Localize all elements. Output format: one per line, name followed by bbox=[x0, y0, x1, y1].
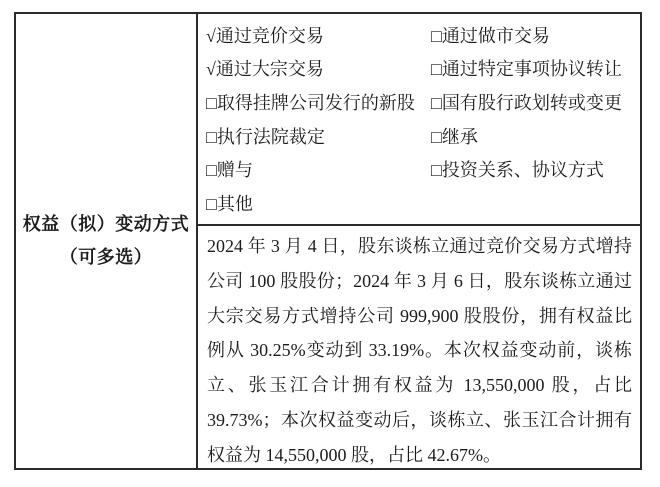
option-row bbox=[206, 22, 636, 48]
option-label: 其他 bbox=[216, 194, 253, 215]
option-specified-matter-agreement-transfer bbox=[431, 55, 636, 81]
equity-change-description: 2024 年 3 月 4 日，股东谈栋立通过竞价交易方式增持公司 100 股股份；2024 年 3 月 6 日，股东谈栋立通过大宗交易方式增持公司 999,900 股股份，拥有权益比例从 30.25%变动到 33.19%。本次权益变动前，谈栋立、张玉江合计拥有权益为 13,550,000 股，占比 39.73%；本次权益变动后，谈栋立、张玉江合计拥有权益为 14,550,000 股，占比 42.67%。 bbox=[207, 236, 632, 465]
table-right-column bbox=[198, 14, 640, 468]
option-court-ruling bbox=[206, 123, 431, 149]
option-row bbox=[206, 156, 636, 182]
option-label: 继承 bbox=[441, 126, 478, 147]
option-market-making-trading bbox=[431, 22, 636, 48]
option-block-trading bbox=[206, 55, 431, 81]
options-cell bbox=[198, 14, 640, 226]
checkbox-unchecked-icon: □ bbox=[431, 59, 442, 80]
checkbox-unchecked-icon: □ bbox=[431, 25, 442, 46]
option-row bbox=[206, 190, 636, 216]
option-label: 执行法院裁定 bbox=[216, 126, 325, 147]
option-label: 通过大宗交易 bbox=[215, 59, 324, 80]
option-auction-trading bbox=[206, 22, 431, 48]
checkbox-unchecked-icon: □ bbox=[206, 93, 217, 114]
row-header-line2: （可多选） bbox=[59, 247, 153, 267]
option-row bbox=[206, 123, 636, 149]
option-row bbox=[206, 55, 636, 81]
checkbox-checked-icon: √ bbox=[206, 59, 216, 80]
option-label: 通过做市交易 bbox=[441, 25, 550, 46]
option-label: 取得挂牌公司发行的新股 bbox=[216, 93, 415, 114]
option-label: 通过竞价交易 bbox=[215, 25, 324, 46]
option-inheritance bbox=[431, 123, 636, 149]
option-investment-relation-agreement bbox=[431, 156, 636, 182]
checkbox-unchecked-icon: □ bbox=[431, 160, 442, 181]
checkbox-unchecked-icon: □ bbox=[431, 126, 442, 147]
option-row bbox=[206, 89, 636, 115]
row-header-line1: 权益（拟）变动方式 bbox=[22, 214, 190, 234]
option-label: 通过特定事项协议转让 bbox=[441, 59, 622, 80]
checkbox-unchecked-icon: □ bbox=[431, 93, 442, 114]
option-label: 投资关系、协议方式 bbox=[441, 160, 604, 181]
checkbox-checked-icon: √ bbox=[206, 25, 216, 46]
option-gift bbox=[206, 156, 431, 182]
equity-change-method-table bbox=[14, 12, 642, 470]
option-state-owned-share-transfer bbox=[431, 89, 636, 115]
checkbox-unchecked-icon: □ bbox=[206, 194, 217, 215]
row-header-cell bbox=[16, 14, 198, 468]
checkbox-unchecked-icon: □ bbox=[206, 126, 217, 147]
option-label: 国有股行政划转或变更 bbox=[441, 93, 622, 114]
checkbox-unchecked-icon: □ bbox=[206, 160, 217, 181]
option-label: 赠与 bbox=[216, 160, 253, 181]
option-other bbox=[206, 190, 431, 216]
option-new-shares-issued bbox=[206, 89, 431, 115]
